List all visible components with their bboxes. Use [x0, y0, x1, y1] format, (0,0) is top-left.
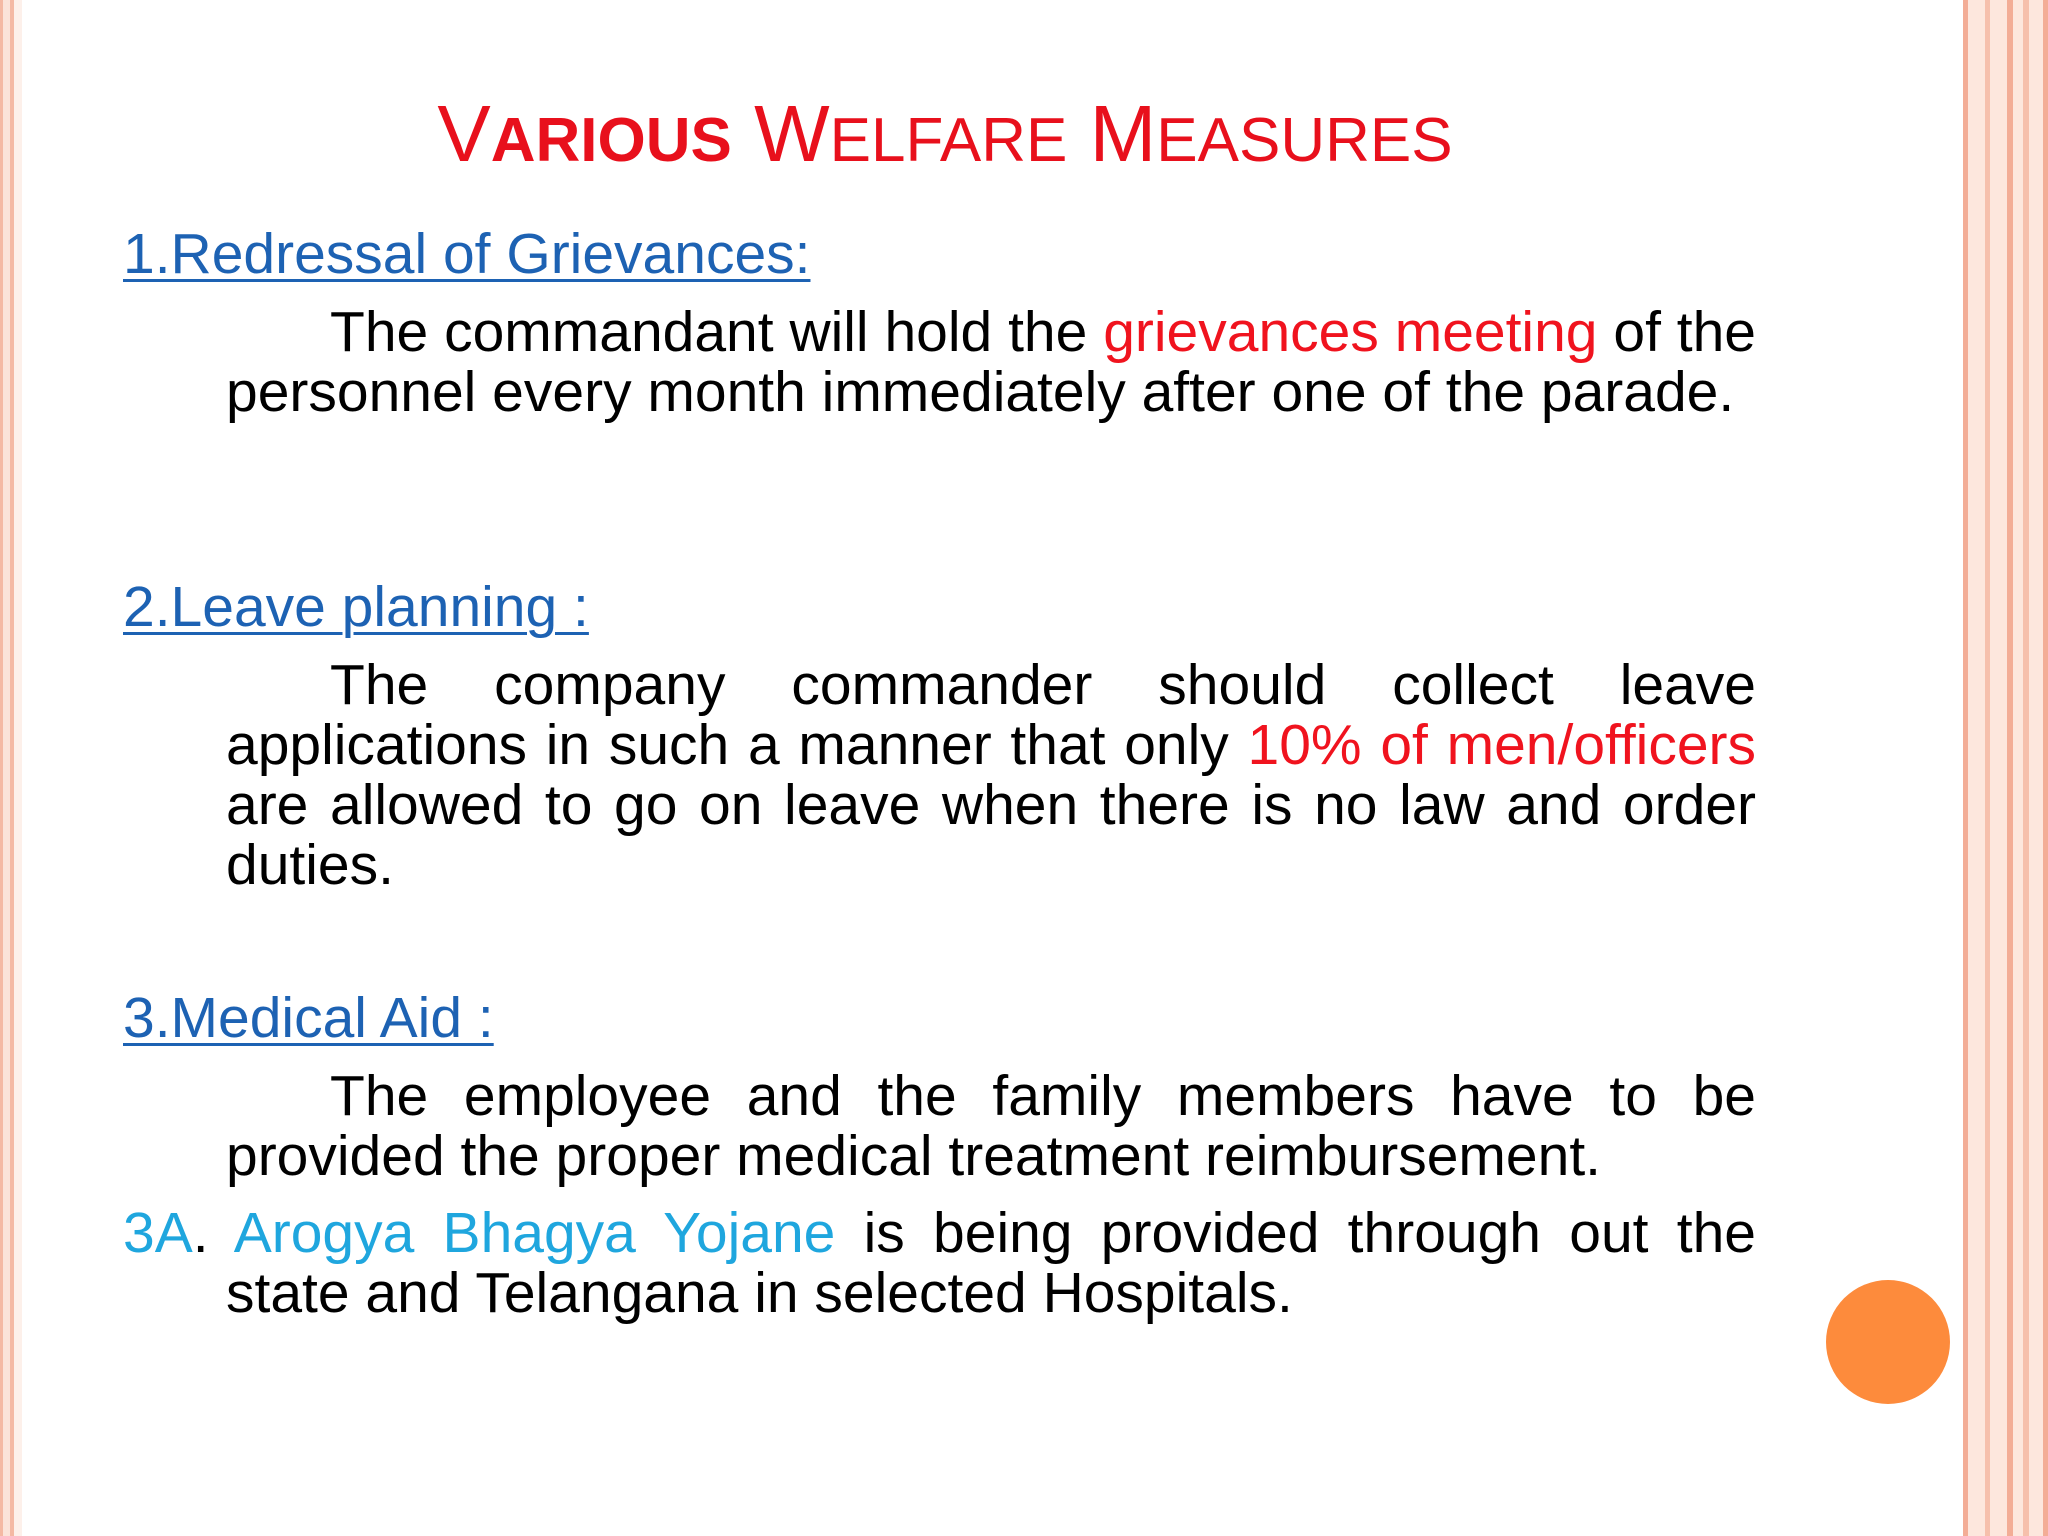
item-3a-number: 3A [123, 1201, 193, 1265]
paragraph-grievances: The commandant will hold the grievances meeting of the personnel every month immediately after one of the parade. [226, 300, 1756, 424]
heading-medical-aid: 3.Medical Aid : [123, 986, 494, 1050]
left-border-stripe [0, 0, 22, 1536]
heading-leave-planning: 2.Leave planning : [123, 575, 589, 639]
highlight-grievances-meeting: grievances meeting [1103, 300, 1598, 364]
paragraph-medical-aid: The employee and the family members have to be provided the proper medical treatment reimbursement. [226, 1064, 1756, 1188]
orange-circle-decoration [1826, 1280, 1950, 1404]
item-3a-arogya-bhagya: 3A. Arogya Bhagya Yojane is being provided through out the state and Telangana in selected Hospitals. [123, 1201, 1756, 1325]
highlight-10-percent: 10% of men/officers [1247, 713, 1757, 777]
paragraph-leave-planning: The company commander should collect leave applications in such a manner that only 10% of men/officers are allowed to go on leave when there is no law and order duties. [226, 653, 1757, 897]
right-border-stripes [1963, 0, 2048, 1536]
scheme-name: Arogya Bhagya Yojane [233, 1201, 836, 1265]
slide-title: VARIOUS WELFARE MEASURES [437, 89, 1453, 178]
heading-redressal-of-grievances: 1.Redressal of Grievances: [123, 222, 811, 286]
